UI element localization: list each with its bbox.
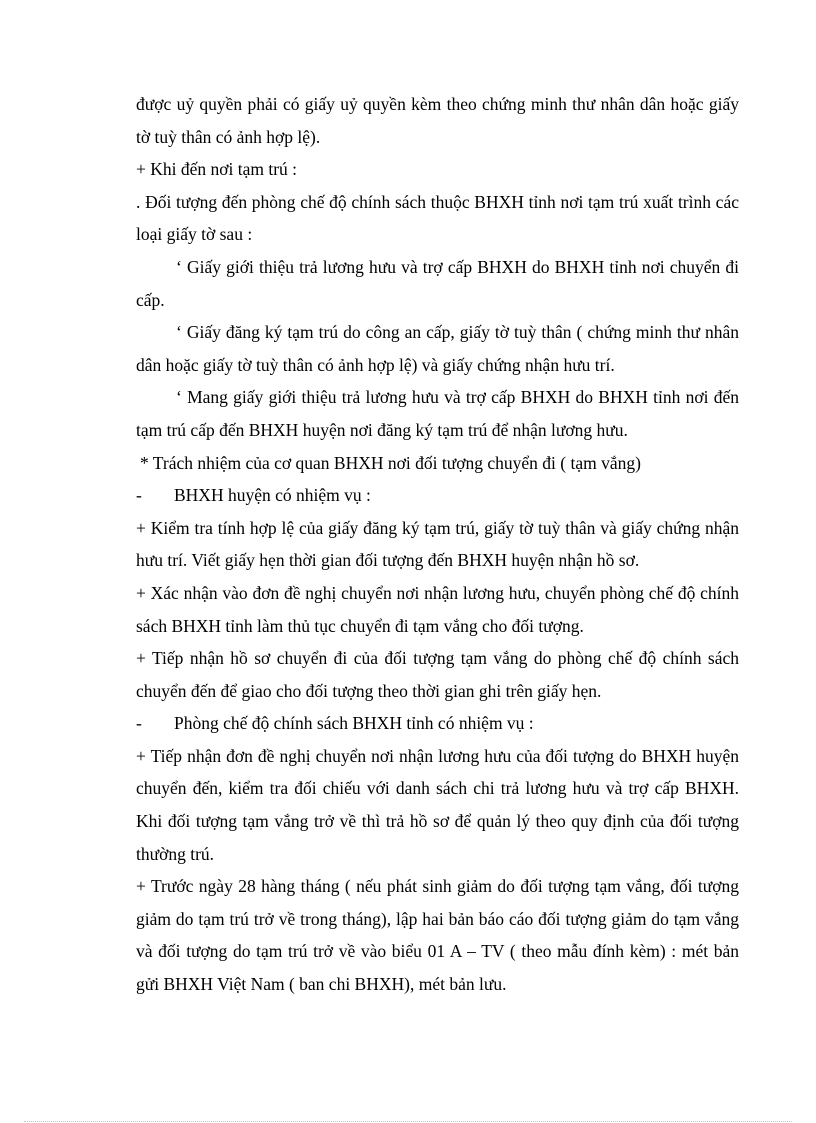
- paragraph: được uỷ quyền phải có giấy uỷ quyền kèm theo chứng minh thư nhân dân hoặc giấy tờ tuỳ thân có ảnh hợp lệ).: [136, 94, 739, 147]
- paragraph: + Kiểm tra tính hợp lệ của giấy đăng ký tạm trú, giấy tờ tuỳ thân và giấy chứng nhận hưu trí. Viết giấy hẹn thời gian đối tượng đến BHXH huyện nhận hồ sơ.: [136, 517, 739, 571]
- document-body: [136, 88, 739, 1001]
- bullet-paragraph: ‘ Giấy đăng ký tạm trú do công an cấp, giấy tờ tuỳ thân ( chứng minh thư nhân dân hoặc giấy tờ tuỳ thân có ảnh hợp lệ) và giấy chứng nhận hưu trí.: [136, 322, 739, 375]
- paragraph: + Tiếp nhận hồ sơ chuyển đi của đối tượng tạm vắng do phòng chế độ chính sách chuyển đến để giao cho đối tượng theo thời gian ghi trên giấy hẹn.: [136, 648, 739, 701]
- dash-item: [136, 707, 739, 740]
- paragraph: + Xác nhận vào đơn đề nghị chuyển nơi nhận lương hưu, chuyển phòng chế độ chính sách BHXH tỉnh làm thủ tục chuyển đi tạm vắng cho đối tượng.: [136, 582, 739, 636]
- paragraph: + Trước ngày 28 hàng tháng ( nếu phát sinh giảm do đối tượng tạm vắng, đối tượng giảm do tạm trú trở về trong tháng), lập hai bản báo cáo đối tượng giảm do tạm vắng và đối tượng do tạm trú trở về vào biểu 01 A – TV ( theo mẫu đính kèm) : mét bản gửi BHXH Việt Nam ( ban chi BHXH), mét bản lưu.: [136, 876, 739, 995]
- dash-item-text: BHXH huyện có nhiệm vụ :: [174, 485, 371, 506]
- bullet-paragraph: ‘ Giấy giới thiệu trả lương hưu và trợ cấp BHXH do BHXH tỉnh nơi chuyển đi cấp.: [136, 256, 739, 310]
- page-bottom-divider: [24, 1121, 792, 1122]
- dash-marker: -: [136, 713, 142, 734]
- dash-item: [136, 479, 739, 512]
- bullet-paragraph: ‘ Mang giấy giới thiệu trả lương hưu và trợ cấp BHXH do BHXH tỉnh nơi đến tạm trú cấp đến BHXH huyện nơi đăng ký tạm trú để nhận lương hưu.: [136, 387, 739, 440]
- paragraph: + Khi đến nơi tạm trú :: [136, 159, 298, 180]
- section-heading: * Trách nhiệm của cơ quan BHXH nơi đối tượng chuyển đi ( tạm vắng): [140, 452, 641, 473]
- paragraph: + Tiếp nhận đơn đề nghị chuyển nơi nhận lương hưu của đối tượng do BHXH huyện chuyển đến, kiểm tra đối chiếu với danh sách chi trả lương hưu và trợ cấp BHXH. Khi đối tượng tạm vắng trở về thì trả hồ sơ để quản lý theo quy định của đối tượng thường trú.: [136, 745, 739, 864]
- dash-item-text: Phòng chế độ chính sách BHXH tỉnh có nhiệm vụ :: [174, 713, 534, 734]
- paragraph: . Đối tượng đến phòng chế độ chính sách thuộc BHXH tỉnh nơi tạm trú xuất trình các loại giấy tờ sau :: [136, 191, 739, 245]
- dash-marker: -: [136, 485, 142, 506]
